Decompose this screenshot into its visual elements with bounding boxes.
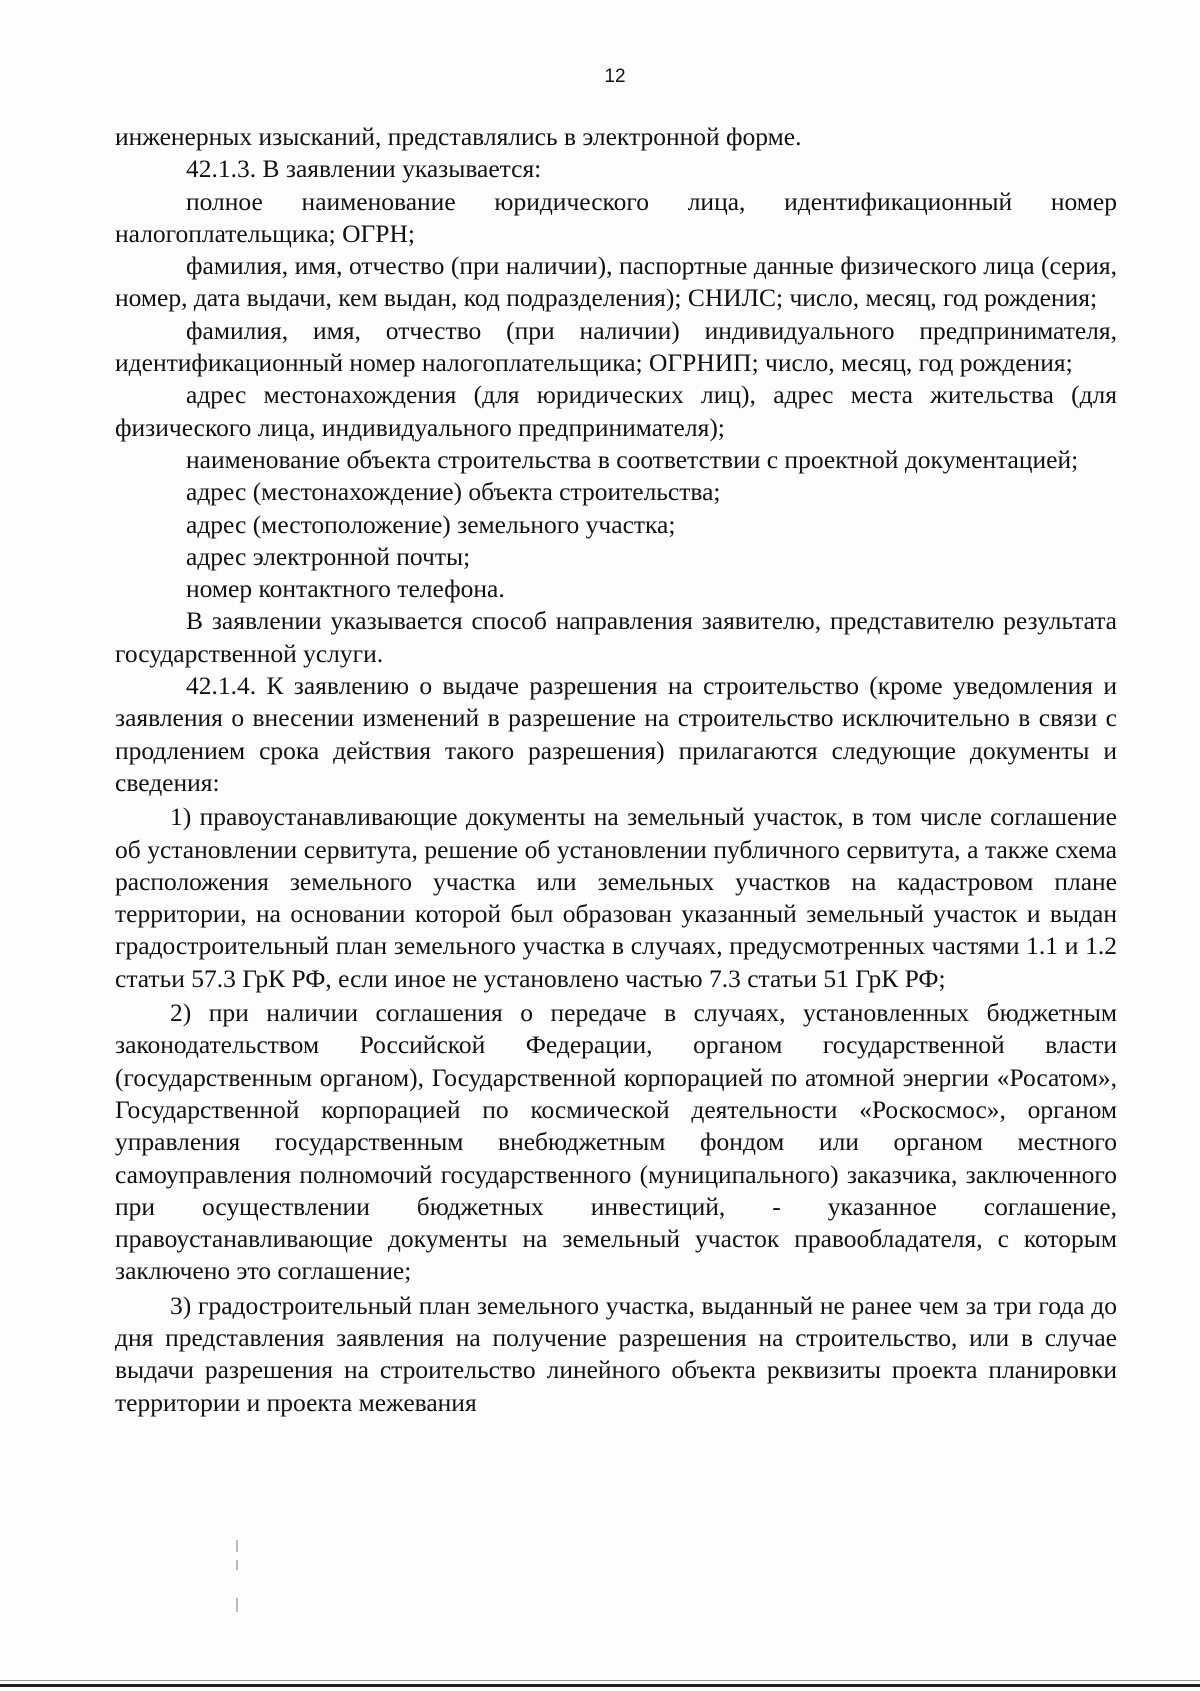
- paragraph-land-address: адрес (местоположение) земельного участка;: [186, 509, 676, 539]
- page-number: 12: [604, 66, 626, 87]
- list-item-3: 3) градостроительный план земельного участка, выданный не ранее чем за три года до дня представления заявления на получение разрешения на строительство, или в случае выдачи разрешения на строительство линейного объекта реквизиты проекта планировки территории и проекта межевания: [115, 1290, 1117, 1417]
- paragraph-delivery-method: В заявлении указывается способ направления заявителю, представителю результата государственной услуги.: [115, 606, 1117, 668]
- paragraph-email: адрес электронной почты;: [186, 541, 471, 571]
- paragraph-42-1-4: 42.1.4. К заявлению о выдаче разрешения на строительство (кроме уведомления и заявления о внесении изменений в разрешение на строительство исключительно в связи с продлением срока действия такого разрешения) прилагаются следующие документы и сведения:: [115, 671, 1117, 797]
- paragraph-continuation: инженерных изысканий, представлялись в электронной форме.: [115, 122, 802, 151]
- scan-bottom-edge: [0, 1684, 1200, 1687]
- paragraph-address: адрес местонахождения (для юридических лиц), адрес места жительства (для физического лица, индивидуального предпринимателя);: [115, 380, 1117, 442]
- paragraph-entrepreneur: фамилия, имя, отчество (при наличии) индивидуального предпринимателя, идентификационный номер налогоплательщика; ОГРНИП; число, месяц, год рождения;: [115, 315, 1117, 378]
- scan-edge-line: [0, 1680, 1200, 1681]
- paragraph-42-1-3-heading: 42.1.3. В заявлении указывается:: [186, 154, 542, 184]
- list-item-1: 1) правоустанавливающие документы на земельный участок, в том числе соглашение об установлении сервитута, решение об установлении публичного сервитута, а также схема расположения земельного участка или земельных участков на кадастровом плане территории, на основании которой был образован указанный земельный участок и выдан градостроительный план земельного участка в случаях, предусмотренных частями 1.1 и 1.2 статьи 57.3 ГрК РФ, если иное не установлено частью 7.3 статьи 51 ГрК РФ;: [115, 802, 1117, 993]
- scan-artifact: [236, 1540, 238, 1552]
- scan-artifact: [236, 1560, 238, 1570]
- paragraph-object-address: адрес (местонахождение) объекта строительства;: [186, 477, 721, 507]
- list-item-2: 2) при наличии соглашения о передаче в случаях, установленных бюджетным законодательством Российской Федерации, органом государственной власти (государственным органом), Государственной корпорацией по атомной энергии «Росатом», Государственной корпорацией по космической деятельности «Роскосмос», органом управления государственным внебюджетным фондом или органом местного самоуправления полномочий государственного (муниципального) заказчика, заключенного при осуществлении бюджетных инвестиций, - указанное соглашение, правоустанавливающие документы на земельный участок правообладателя, с которым заключено это соглашение;: [115, 998, 1117, 1286]
- scan-artifact: [236, 1598, 238, 1612]
- document-body: [115, 121, 1117, 1419]
- paragraph-individual: фамилия, имя, отчество (при наличии), паспортные данные физического лица (серия, номер, дата выдачи, кем выдан, код подразделения); СНИЛС; число, месяц, год рождения;: [115, 251, 1117, 313]
- paragraph-object-name: наименование объекта строительства в соответствии с проектной документацией;: [186, 444, 1079, 474]
- paragraph-phone: номер контактного телефона.: [186, 574, 505, 604]
- paragraph-legal-entity: полное наименование юридического лица, идентификационный номер налогоплательщика; ОГРН;: [115, 186, 1117, 248]
